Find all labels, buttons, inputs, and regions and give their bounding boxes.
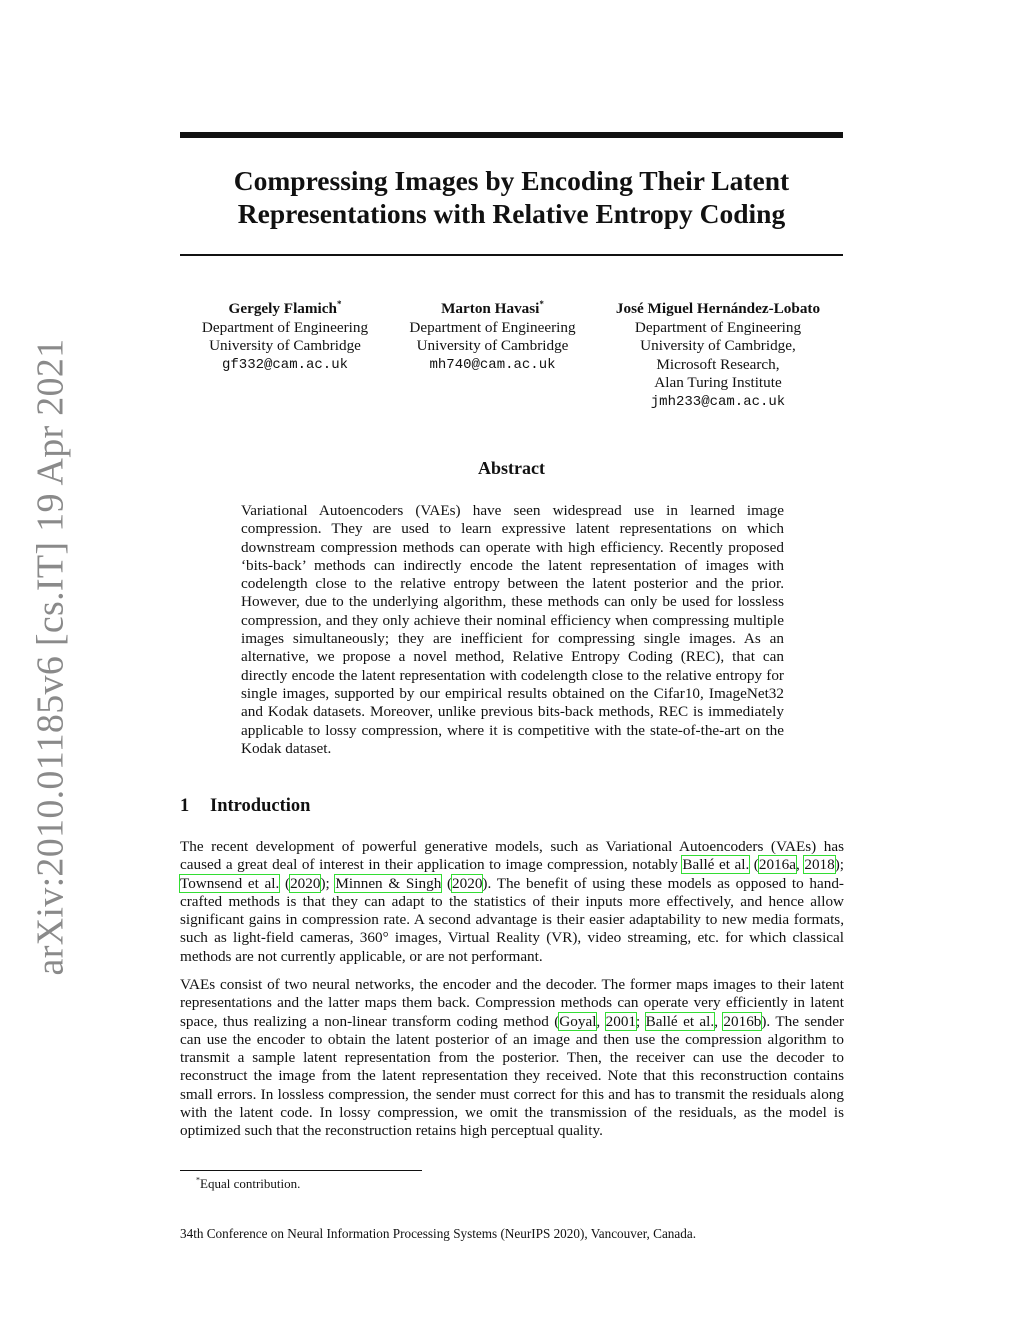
section-title: Introduction: [210, 796, 311, 816]
author-email: gf332@cam.ac.uk: [221, 356, 349, 373]
title-top-rule: [180, 132, 843, 138]
citation-link[interactable]: Townsend et al.: [180, 874, 280, 892]
author-affiliation: Alan Turing Institute: [654, 374, 782, 391]
author-name: José Miguel Hernández-Lobato: [615, 300, 821, 317]
arxiv-stamp: [20, 338, 80, 976]
author-affiliation: Department of Engineering: [634, 318, 802, 336]
footnote-rule: [180, 1170, 422, 1171]
equal-contribution-mark: *: [539, 298, 544, 309]
author-affiliation: University of Cambridge,: [640, 337, 796, 354]
author-affiliation: University of Cambridge: [209, 337, 361, 354]
section-heading-introduction: [180, 796, 310, 817]
equal-contribution-mark: *: [336, 298, 342, 309]
conference-footer: 34th Conference on Neural Information Processing Systems (NeurIPS 2020), Vancouver, Canada.: [180, 1226, 696, 1241]
footnote-mark: *: [196, 1175, 200, 1185]
footnote: [196, 1176, 300, 1192]
author-email: mh740@cam.ac.uk: [429, 356, 556, 373]
author-name: Gergely Flamich*: [228, 298, 342, 317]
author-block-havasi: [390, 300, 595, 374]
author-block-hernandez-lobato: [598, 300, 838, 411]
author-affiliation: Department of Engineering: [409, 318, 576, 336]
paper-title: [180, 164, 843, 230]
author-email: jmh233@cam.ac.uk: [650, 393, 786, 410]
abstract-heading: Abstract: [478, 458, 545, 478]
title-bottom-rule: [180, 254, 843, 256]
arxiv-identifier: arXiv:2010.01185v6 [cs.IT] 19 Apr 2021: [29, 338, 71, 976]
citation-link[interactable]: 2018: [804, 856, 835, 874]
footnote-text: Equal contribution.: [200, 1176, 301, 1191]
citation-link[interactable]: 2016a: [758, 856, 796, 874]
author-affiliation: Microsoft Research,: [656, 355, 780, 373]
citation-link[interactable]: Ballé et al.: [682, 856, 750, 874]
title-line: Representations with Relative Entropy Coding: [237, 198, 786, 229]
author-name: Marton Havasi*: [441, 298, 544, 317]
citation-link[interactable]: 2020: [290, 874, 321, 892]
section-number: 1: [180, 796, 190, 816]
author-affiliation: University of Cambridge: [416, 337, 569, 354]
citation-link[interactable]: 2020: [452, 874, 483, 892]
intro-paragraph-1: The recent development of powerful generative models, such as Variational Autoencoders (VAEs) has caused a great deal of interest in their application to image compression, notably Ballé et al. (2016a, 2018); Townsend et al. (2020); Minnen & Singh (2020). The benefit of using these models as opposed to hand-crafted methods is that they can adapt to the statistics of their inputs more effectively, and hence allow significant gains in compression rate. A second advantage is their easier adaptability to new media formats, such as light-field cameras, 360° images, Virtual Reality (VR), video streaming, etc. for which classical methods are not currently applicable, or are not performant.: [180, 838, 844, 965]
citation-link[interactable]: Minnen & Singh: [335, 874, 442, 892]
citation-link[interactable]: Goyal: [559, 1012, 597, 1030]
citation-link[interactable]: 2001: [605, 1012, 636, 1030]
citation-link[interactable]: 2016b: [723, 1012, 762, 1030]
title-line: Compressing Images by Encoding Their Latent: [233, 165, 790, 196]
abstract-text: Variational Autoencoders (VAEs) have seen widespread use in learned image compression. They are used to learn expressive latent representations on which downstream compression methods can operate with high efficiency. Recently proposed ‘bits-back’ methods can indirectly encode the latent representation of images with codelength close to the relative entropy between the latent posterior and the prior. However, due to the underlying algorithm, these methods can only be used for lossless compression, and they only achieve their nominal efficiency when compressing multiple images simultaneously; they are inefficient for compressing single images. As an alternative, we propose a novel method, Relative Entropy Coding (REC), that can directly encode the latent representation with codelength close to the relative entropy for single images, supported by our empirical results obtained on the Cifar10, ImageNet32 and Kodak datasets. Moreover, unlike previous bits-back methods, REC is immediately applicable to lossy compression, where it is competitive with the state-of-the-art on the Kodak dataset.: [241, 502, 784, 757]
author-block-flamich: [185, 300, 385, 374]
author-affiliation: Department of Engineering: [201, 318, 369, 336]
citation-link[interactable]: Ballé et al.: [645, 1012, 715, 1030]
intro-paragraph-2: VAEs consist of two neural networks, the encoder and the decoder. The former maps images to their latent representations and the latter maps them back. Compression methods can operate very efficiently in latent space, thus realizing a non-linear transform coding method (Goyal, 2001; Ballé et al., 2016b). The sender can use the encoder to obtain the latent posterior of an image and then use the compression algorithm to transmit a sample latent representation from the posterior. Then, the receiver can use the decoder to reconstruct the image from the latent representation they received. Note that this reconstruction contains small errors. In lossless compression, the sender must correct for this and has to transmit the residuals along with the latent code. In lossy compression, we omit the transmission of the residuals, as the model is optimized such that the reconstruction retains high perceptual quality.: [180, 976, 844, 1140]
